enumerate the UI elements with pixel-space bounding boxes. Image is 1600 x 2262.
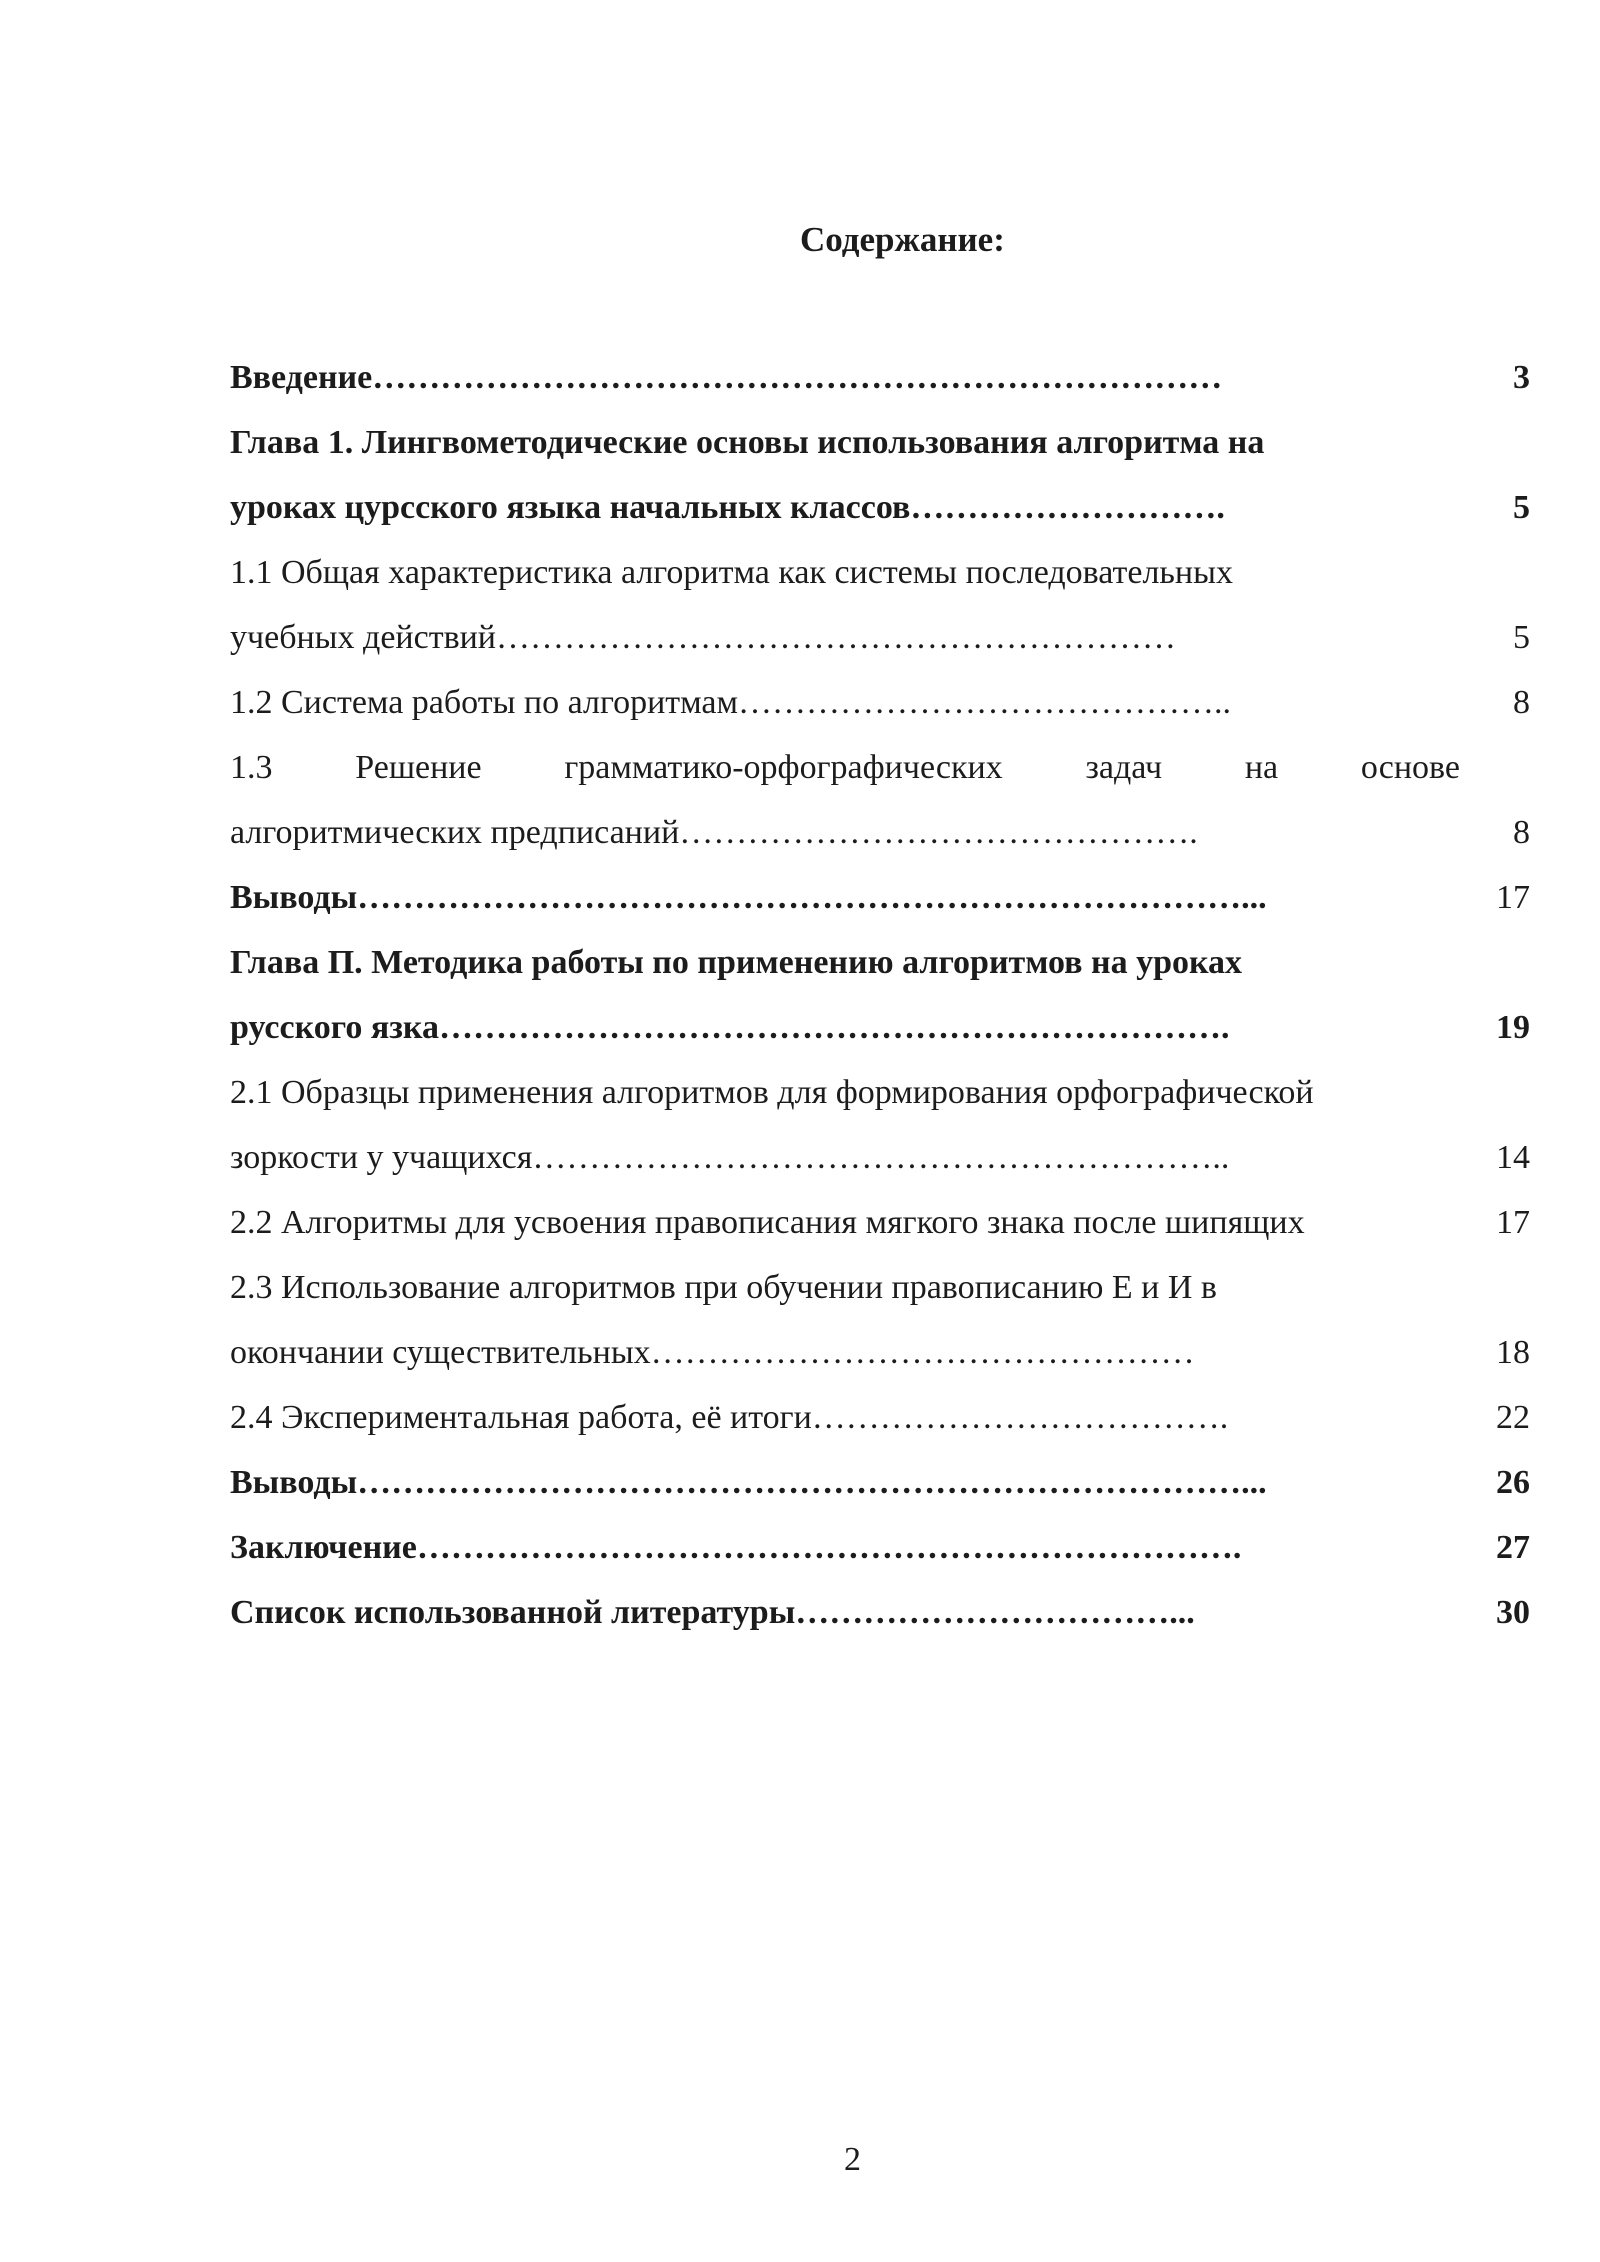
toc-entry-introduction[interactable] bbox=[230, 345, 1530, 410]
toc-entry-1-3[interactable] bbox=[230, 735, 1530, 800]
toc-page-number: 5 bbox=[1513, 489, 1530, 526]
toc-entry-bibliography[interactable] bbox=[230, 1580, 1530, 1645]
toc-entry-text: Глава П. Методика работы по применению алгоритмов на уроках bbox=[230, 944, 1243, 981]
toc-entry-text: Введение………………………………………………………………… bbox=[230, 359, 1223, 396]
toc-page-number: 14 bbox=[1496, 1139, 1530, 1176]
toc-entry-2-3[interactable] bbox=[230, 1255, 1530, 1320]
toc-entry-text: окончании существительных………………………………………… bbox=[230, 1334, 1195, 1371]
toc-entry-text: Заключение………………………………………………………………. bbox=[230, 1529, 1242, 1566]
toc-page-number: 17 bbox=[1496, 879, 1530, 916]
toc-entry-text: Выводы……………………………………………………………………... bbox=[230, 879, 1267, 916]
toc-page-number: 18 bbox=[1496, 1334, 1530, 1371]
toc-page-number: 26 bbox=[1496, 1464, 1530, 1501]
toc-entry-text: 2.3 Использование алгоритмов при обучении правописанию Е и И в bbox=[230, 1269, 1217, 1306]
toc-entry-text: 2.2 Алгоритмы для усвоения правописания мягкого знака после шипящих bbox=[230, 1204, 1305, 1241]
toc-entry-1-3-cont[interactable] bbox=[230, 800, 1530, 865]
toc-entry-text: 2.4 Экспериментальная работа, её итоги………………………………. bbox=[230, 1399, 1229, 1436]
toc-entry-text: алгоритмических предписаний………………………………………. bbox=[230, 814, 1198, 851]
toc-entry-text: 1.2 Система работы по алгоритмам…………………………………….. bbox=[230, 684, 1232, 721]
toc-entry-chapter-2-cont[interactable] bbox=[230, 995, 1530, 1060]
toc-entry-2-4[interactable] bbox=[230, 1385, 1530, 1450]
toc-page-number: 30 bbox=[1496, 1594, 1530, 1631]
toc-entry-conclusion[interactable] bbox=[230, 1515, 1530, 1580]
toc-entry-conclusions-1[interactable] bbox=[230, 865, 1530, 930]
toc-entry-2-1[interactable] bbox=[230, 1060, 1530, 1125]
toc-entry-text: учебных действий…………………………………………………… bbox=[230, 619, 1177, 656]
toc-entry-2-3-cont[interactable] bbox=[230, 1320, 1530, 1385]
toc-entry-1-2[interactable] bbox=[230, 670, 1530, 735]
toc-page-number: 22 bbox=[1496, 1399, 1530, 1436]
toc-entry-2-1-cont[interactable] bbox=[230, 1125, 1530, 1190]
toc-page-number: 5 bbox=[1513, 619, 1530, 656]
toc-entry-text: зоркости у учащихся…………………………………………………….. bbox=[230, 1139, 1230, 1176]
toc-page-number: 19 bbox=[1496, 1009, 1530, 1046]
toc-entry-1-1-cont[interactable] bbox=[230, 605, 1530, 670]
toc-entry-text: уроках цурсского языка начальных классов………………………. bbox=[230, 489, 1225, 526]
toc-page-number: 17 bbox=[1496, 1204, 1530, 1241]
toc-page-number: 8 bbox=[1513, 684, 1530, 721]
toc-entry-text: Список использованной литературы……………………………... bbox=[230, 1594, 1195, 1631]
table-of-contents bbox=[230, 345, 1530, 1645]
toc-entry-chapter-2[interactable] bbox=[230, 930, 1530, 995]
toc-entry-chapter-1-cont[interactable] bbox=[230, 475, 1530, 540]
toc-page-number: 3 bbox=[1513, 359, 1530, 396]
toc-entry-2-2[interactable] bbox=[230, 1190, 1530, 1255]
toc-entry-text: 1.1 Общая характеристика алгоритма как системы последовательных bbox=[230, 554, 1233, 591]
toc-entry-text: 1.3 Решение грамматико-орфографических задач на основе bbox=[230, 749, 1460, 786]
document-title-text: Содержание: bbox=[800, 220, 1005, 259]
toc-entry-chapter-1[interactable] bbox=[230, 410, 1530, 475]
document-title bbox=[0, 218, 1600, 262]
toc-page-number: 27 bbox=[1496, 1529, 1530, 1566]
toc-entry-text: русского язка……………………………………………………………. bbox=[230, 1009, 1230, 1046]
toc-entry-text: Выводы……………………………………………………………………... bbox=[230, 1464, 1267, 1501]
toc-entry-text: 2.1 Образцы применения алгоритмов для формирования орфографической bbox=[230, 1074, 1314, 1111]
toc-page-number: 8 bbox=[1513, 814, 1530, 851]
toc-entry-conclusions-2[interactable] bbox=[230, 1450, 1530, 1515]
page-number: 2 bbox=[844, 2141, 861, 2178]
toc-entry-1-1[interactable] bbox=[230, 540, 1530, 605]
toc-entry-text: Глава 1. Лингвометодические основы использования алгоритма на bbox=[230, 424, 1265, 461]
